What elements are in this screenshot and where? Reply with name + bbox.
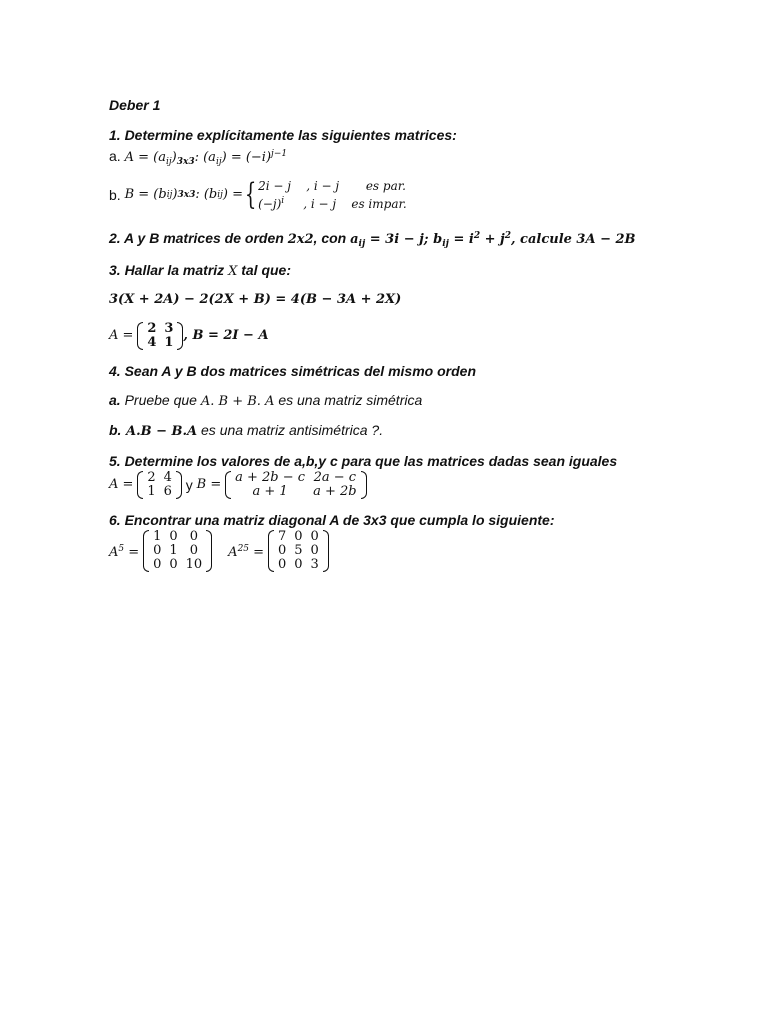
matrix-row [143,322,177,336]
q1-a-ij2: ij [215,157,222,167]
q6-A25-matrix [268,530,329,572]
q5-y: y [185,477,193,493]
matrix-row [231,471,360,485]
q6-matrices [109,528,329,574]
matrix-cell: 6 [163,484,172,499]
matrix-row [149,558,206,572]
q3-A-matrix [137,322,183,350]
matrix-cell: 2 [147,470,156,485]
q3-heading: 3. Hallar la matriz X tal que: [109,262,291,279]
matrix-row [143,336,177,350]
q1-a-ij: ij [165,157,172,167]
q2-a-def: a [350,232,359,247]
q3-A-label: A = [109,328,134,343]
matrix-cell: 0 [189,529,199,544]
q2-line: 2. A y B matrices de orden 2x2, con $a_{ij} = 3i - j$; $b_{ij} = i^2 + j^2$, calcule 3A − 2B [109,230,636,249]
cases-brace-icon: { [244,177,257,212]
matrix-row [274,558,323,572]
q1-a-dim: 3x3 [176,157,195,167]
document-title: Deber 1 [109,97,161,113]
q1-b-expr-end: ) = [222,187,244,202]
matrix-cell: a + 2b [313,484,357,499]
matrix-row [274,530,323,544]
q1-a-expr-end: ) = (−i) [221,150,272,165]
matrix-cell: 10 [185,557,203,572]
matrix-cell: 4 [147,335,157,350]
q4-b-expr: A.B − B.A [121,424,198,439]
matrix-cell: 0 [189,543,199,558]
q1-b-case2: $(-j)^i$ , i − j es impar. [258,195,407,211]
matrix-cell: 0 [169,557,178,572]
matrix-cell: 2 [147,321,157,336]
matrix-cell: 0 [310,529,319,544]
q1-b-cases [258,179,407,212]
q6-heading: 6. Encontrar una matriz diagonal A de 3x3 que cumpla lo siguiente: [109,512,555,528]
matrix-cell: 0 [277,543,287,558]
q4-heading: 4. Sean A y B dos matrices simétricas del mismo orden [109,363,476,379]
q3-equation: 3(X + 2A) − 2(2X + B) = 4(B − 3A + 2X) [109,292,402,307]
q5-A-matrix [137,471,182,499]
matrix-cell: 0 [294,557,303,572]
matrix-cell: 3 [310,557,319,572]
matrix-cell: 1 [169,543,178,558]
q1-a-expr-rest: : (a [194,150,216,165]
q6-A5-label: $A^5$ = [109,544,140,560]
matrix-row [143,471,176,485]
q1-a-expr-main: A = (a [124,150,166,165]
matrix-cell: a + 2b − c [235,470,306,485]
q4-item-b: b. A.B − B.A es una matriz antisimétrica ?. [109,422,384,439]
q1-b-expr-main: B = (b [124,187,167,202]
q1-b-label: b. [109,187,121,203]
matrix-cell: 0 [169,529,178,544]
q2-order: 2x2 [287,232,314,247]
q6-A5-matrix [143,530,212,572]
q2-a-val: = 3i − j; b [365,232,443,247]
q6-A25-label: $A^{25}$ = [228,544,265,560]
matrix-cell: 0 [153,557,162,572]
q3-heading-var: X [228,264,238,279]
q2-calc: , calcule 3A − 2B [511,232,636,247]
matrix-row [149,530,206,544]
matrix-cell: 1 [147,484,156,499]
q2-text-start: 2. A y B matrices de orden [109,230,288,246]
q3-matrix-line [109,320,269,352]
q5-B-matrix [225,471,366,499]
matrix-cell: 0 [310,543,319,558]
matrix-cell: 1 [164,335,174,350]
matrix-cell: 7 [277,529,287,544]
matrix-cell: 0 [294,529,303,544]
matrix-cell: 0 [153,543,162,558]
q2-text-con: , con [313,230,351,246]
q4-item-a: a. Pruebe que A. B + B. A es una matriz simétrica [109,392,423,409]
q1-heading: 1. Determine explícitamente las siguientes matrices: [109,127,457,143]
q1-a-exp: j−1 [271,149,288,159]
q1-a-label: a. [109,148,121,164]
matrix-cell: a + 1 [252,484,288,499]
q1-b-expr-rest: : (b [195,187,218,202]
q1-b-case1: 2i − j , i − j es par. [258,178,406,193]
q3-B-def: , B = 2I − A [183,328,269,343]
matrix-cell: 4 [163,470,172,485]
matrix-row [149,544,206,558]
q2-b-val: = i [448,232,474,247]
matrix-row [143,485,176,499]
q1-b-dim: 3x3 [177,190,196,200]
q1-b-ij: ij [166,190,173,200]
matrix-cell: 5 [294,543,303,558]
matrix-cell: 0 [277,557,287,572]
matrix-cell: 2a − c [313,470,357,485]
q1-item-b: b. B = (b ij ) 3x3 : (b ij ) = { 2i − j , i − j es par. $(-j)^i$ , i − j es impar. [109,177,407,212]
matrix-row [231,485,360,499]
q1-item-a: a. $A = (a_{ij})_{3x3}$: $(a_{ij}) = (-i)^{j-1}$ [109,148,288,167]
matrix-cell: 1 [153,529,162,544]
q5-matrices: A = 2 4 1 6 y B = a + 2b − c 2a − c a + 1 a + 2b [109,470,367,500]
matrix-cell: 3 [164,321,174,336]
q1-b-ij2: ij [217,190,223,200]
q5-heading: 5. Determine los valores de a,b,y c para que las matrices dadas sean iguales [109,453,618,469]
matrix-row [274,544,323,558]
q4-a-expr: A. B + B. A [200,394,275,409]
